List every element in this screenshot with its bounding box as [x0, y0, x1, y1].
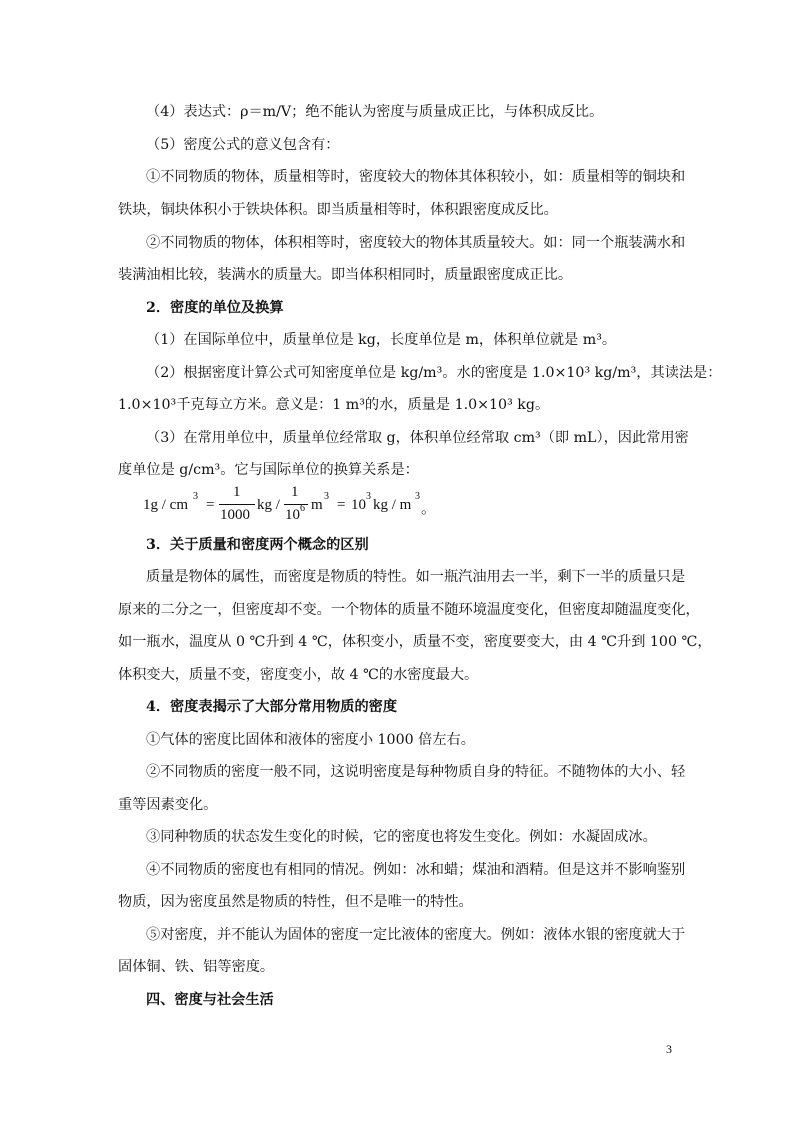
section-heading: 2．密度的单位及换算 [146, 300, 284, 316]
formula-equals-2: = [337, 497, 346, 513]
paragraph-line: 铁块，铜块体积小于铁块体积。即当质量相等时，体积跟密度成反比。 [118, 202, 558, 218]
formula-equals-1: = [206, 497, 215, 513]
paragraph-line: （1）在国际单位中，质量单位是 kg，长度单位是 m，体积单位就是 m³。 [146, 332, 617, 348]
paragraph-line: ②不同物质的物体，体积相等时，密度较大的物体其质量较大。如：同一个瓶装满水和 [146, 235, 686, 251]
paragraph-line: 原来的二分之一，但密度却不变。一个物体的质量不随环境温度变化，但密度却随温度变化， [118, 602, 700, 618]
formula-rhs-unit: kg / m [373, 497, 412, 513]
paragraph-line: 物质，因为密度虽然是物质的特性，但不是唯一的特性。 [118, 894, 473, 910]
paragraph-line: 如一瓶水，温度从 0 ℃升到 4 ℃，体积变小，质量不变，密度要变大，由 4 ℃升到 100 ℃， [118, 634, 712, 650]
section-heading: 四、密度与社会生活 [146, 992, 274, 1008]
formula-rhs-unit-exponent: 3 [415, 491, 420, 502]
paragraph-line: 固体铜、铁、铝等密度。 [118, 959, 275, 975]
formula-end-punctuation: 。 [421, 501, 437, 517]
formula-mid-unit: kg / [257, 497, 280, 513]
formula-rhs-base: 10 [351, 497, 366, 513]
paragraph-line: 重等因素变化。 [118, 797, 218, 813]
paragraph-line: （5）密度公式的意义包含有： [146, 137, 340, 153]
formula-denominator-1: 1000 [220, 507, 250, 523]
paragraph-line: （2）根据密度计算公式可知密度单位是 kg/m³。水的密度是 1.0×10³ kg/m³，其读法是： [146, 365, 722, 381]
formula-lhs: 1g / cm [143, 497, 188, 513]
section-heading: 4．密度表揭示了大部分常用物质的密度 [146, 699, 398, 715]
paragraph-line: 1.0×10³千克每立方米。意义是：1 m³的水，质量是 1.0×10³ kg。 [118, 397, 550, 413]
fraction-bar-1 [219, 504, 255, 505]
formula-denominator-2-base: 10 [285, 507, 300, 523]
paragraph-line: （3）在常用单位中，质量单位经常取 g，体积单位经常取 cm³（即 mL），因此常用密 [146, 430, 689, 446]
formula-unit-2: m [311, 497, 323, 513]
section-heading: 3．关于质量和密度两个概念的区别 [146, 537, 369, 553]
formula-rhs-exponent: 3 [366, 491, 371, 502]
paragraph-line: 质量是物体的属性，而密度是物质的特性。如一瓶汽油用去一半，剩下一半的质量只是 [146, 569, 686, 585]
formula-numerator-2: 1 [291, 484, 299, 500]
paragraph-line: 体积变大，质量不变，密度变小，故 4 ℃的水密度最大。 [118, 667, 479, 683]
formula-numerator-1: 1 [233, 484, 241, 500]
paragraph-line: ①不同物质的物体，质量相等时，密度较大的物体其体积较小，如：质量相等的铜块和 [146, 169, 686, 185]
formula-lhs-exponent: 3 [193, 491, 198, 502]
paragraph-line: 装满油相比较，装满水的质量大。即当体积相同时，质量跟密度成正比。 [118, 267, 573, 283]
paragraph-line: （4）表达式：ρ＝m/V；绝不能认为密度与质量成正比，与体积成反比。 [146, 104, 604, 120]
paragraph-line: ①气体的密度比固体和液体的密度小 1000 倍左右。 [146, 732, 475, 748]
paragraph-line: ⑤对密度，并不能认为固体的密度一定比液体的密度大。例如：液体水银的密度就大于 [146, 927, 686, 943]
paragraph-line: 度单位是 g/cm³。它与国际单位的换算关系是： [118, 462, 419, 478]
page-number: 3 [666, 1042, 672, 1056]
paragraph-line: ④不同物质的密度也有相同的情况。例如：冰和蜡；煤油和酒精。但是这并不影响鉴别 [146, 862, 686, 878]
paragraph-line: ③同种物质的状态发生变化的时候，它的密度也将发生变化。例如：水凝固成冰。 [146, 829, 657, 845]
paragraph-line: ②不同物质的密度一般不同，这说明密度是每种物质自身的特征。不随物体的大小、轻 [146, 764, 686, 780]
formula-denominator-2-exponent: 6 [300, 503, 305, 514]
formula-unit-2-exponent: 3 [324, 491, 329, 502]
